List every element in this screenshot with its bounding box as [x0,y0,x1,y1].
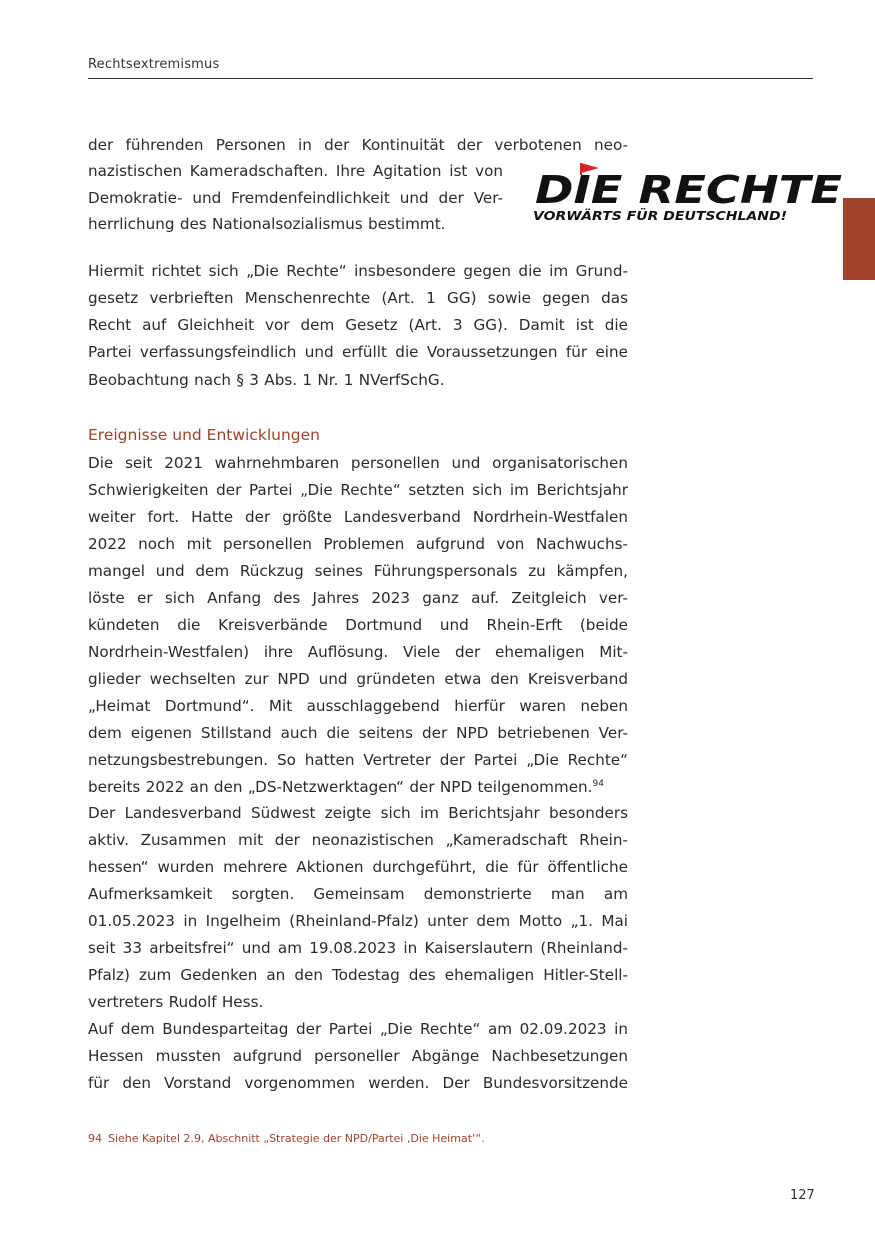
text-line [88,965,628,985]
text-line [88,507,628,527]
text-line-content: Recht auf Gleichheit vor dem Gesetz (Art. 3 GG). Damit ist die [88,316,628,334]
text-line [88,188,503,208]
text-line-content: bereits 2022 an den „DS-Netzwerktagen“ der NPD teilgenommen. [88,777,593,796]
text-line-content: Beobachtung nach § 3 Abs. 1 Nr. 1 NVerfSchG. [88,371,445,389]
header-rule [88,78,813,79]
text-line-content: Pfalz) zum Gedenken an den Todestag des ehemaligen Hitler-Stell- [88,966,628,985]
chapter-tab-marker [843,198,875,280]
text-line [88,830,628,850]
text-line [88,315,628,335]
text-line [88,453,628,473]
text-line [88,561,628,581]
text-line-content: aktiv. Zusammen mit der neonazistischen „Kameradschaft Rhein- [88,831,628,850]
text-line [88,696,628,716]
text-line-content: Der Landesverband Südwest zeigte sich im Berichtsjahr besonders [88,804,628,823]
text-line-content: vertreters Rudolf Hess. [88,993,264,1012]
text-line-content: Schwierigkeiten der Partei „Die Rechte“ setzten sich im Berichtsjahr [88,480,628,499]
text-line-content: nazistischen Kameradschaften. Ihre Agitation ist von [88,162,503,180]
text-line [88,534,628,554]
text-line [88,911,628,931]
text-line [88,884,628,904]
text-line-content: Hiermit richtet sich „Die Rechte“ insbesondere gegen die im Grund- [88,262,628,280]
text-line [88,1073,628,1093]
text-line-content: 2022 noch mit personellen Problemen aufgrund von Nachwuchs- [88,534,628,553]
text-line-content: Nordrhein-Westfalen) ihre Auflösung. Viele der ehemaligen Mit- [88,642,628,661]
footnote-number: 94 [88,1132,102,1145]
text-line-content: glieder wechselten zur NPD und gründeten etwa den Kreisverband [88,669,628,688]
text-line [88,288,628,308]
text-line [88,161,503,181]
text-line [88,669,628,689]
text-line-content: 01.05.2023 in Ingelheim (Rheinland-Pfalz) unter dem Motto „1. Mai [88,912,628,931]
text-line [88,480,628,500]
footnote [88,1132,485,1145]
text-line [88,1046,628,1066]
text-line-content: Partei verfassungsfeindlich und erfüllt die Voraussetzungen für eine [88,343,628,361]
logo-title: DIE RECHTE [535,168,843,212]
text-line [88,214,628,234]
text-line [88,370,628,390]
text-line-content: „Heimat Dortmund“. Mit ausschlaggebend hierfür waren neben [88,696,628,715]
text-line [88,777,628,797]
footnote-reference[interactable]: 94 [592,778,604,789]
text-line [88,1019,628,1039]
text-line-content: weiter fort. Hatte der größte Landesverband Nordrhein-Westfalen [88,507,628,526]
logo-subtitle: VORWÄRTS FÜR DEUTSCHLAND! [533,208,787,223]
text-line [88,857,628,877]
text-line [88,135,628,155]
page-number: 127 [790,1188,815,1203]
text-line-content: hessen“ wurden mehrere Aktionen durchgeführt, die für öffentliche [88,858,628,877]
footnote-text: Siehe Kapitel 2.9, Abschnitt „Strategie der NPD/Partei ‚Die Heimat‘“. [108,1132,485,1145]
text-line [88,938,628,958]
text-line-content: Die seit 2021 wahrnehmbaren personellen und organisatorischen [88,454,628,472]
text-line [88,803,628,823]
text-line-content: gesetz verbrieften Menschenrechte (Art. 1 GG) sowie gegen das [88,289,628,307]
text-line [88,261,628,281]
text-line [88,750,628,770]
text-line [88,342,628,362]
text-line-content: mangel und dem Rückzug seines Führungspersonals zu kämpfen, [88,561,628,580]
text-line-content: netzungsbestrebungen. So hatten Vertreter der Partei „Die Rechte“ [88,750,628,769]
text-line [88,588,628,608]
text-line [88,992,628,1012]
text-line-content: Aufmerksamkeit sorgten. Gemeinsam demonstrierte man am [88,885,628,904]
text-line-content: Auf dem Bundesparteitag der Partei „Die Rechte“ am 02.09.2023 in [88,1020,628,1039]
text-line-content: Demokratie- und Fremdenfeindlichkeit und der Ver- [88,189,503,207]
text-line-content: seit 33 arbeitsfrei“ und am 19.08.2023 in Kaiserslautern (Rheinland- [88,939,628,958]
running-header: Rechtsextremismus [88,57,220,72]
text-line-content: kündeten die Kreisverbände Dortmund und Rhein-Erft (beide [88,615,628,634]
text-line [88,723,628,743]
text-line-content: der führenden Personen in der Kontinuität der verbotenen neo- [88,136,628,154]
text-line-content: Hessen mussten aufgrund personeller Abgänge Nachbesetzungen [88,1047,628,1066]
text-line-content: löste er sich Anfang des Jahres 2023 ganz auf. Zeitgleich ver- [88,588,628,607]
section-heading: Ereignisse und Entwicklungen [88,426,320,444]
text-line-content: herrlichung des Nationalsozialismus bestimmt. [88,215,446,233]
text-line-content: dem eigenen Stillstand auch die seitens der NPD betriebenen Ver- [88,723,628,742]
text-line [88,642,628,662]
text-line-content: für den Vorstand vorgenommen werden. Der Bundesvorsitzende [88,1074,628,1093]
text-line [88,615,628,635]
